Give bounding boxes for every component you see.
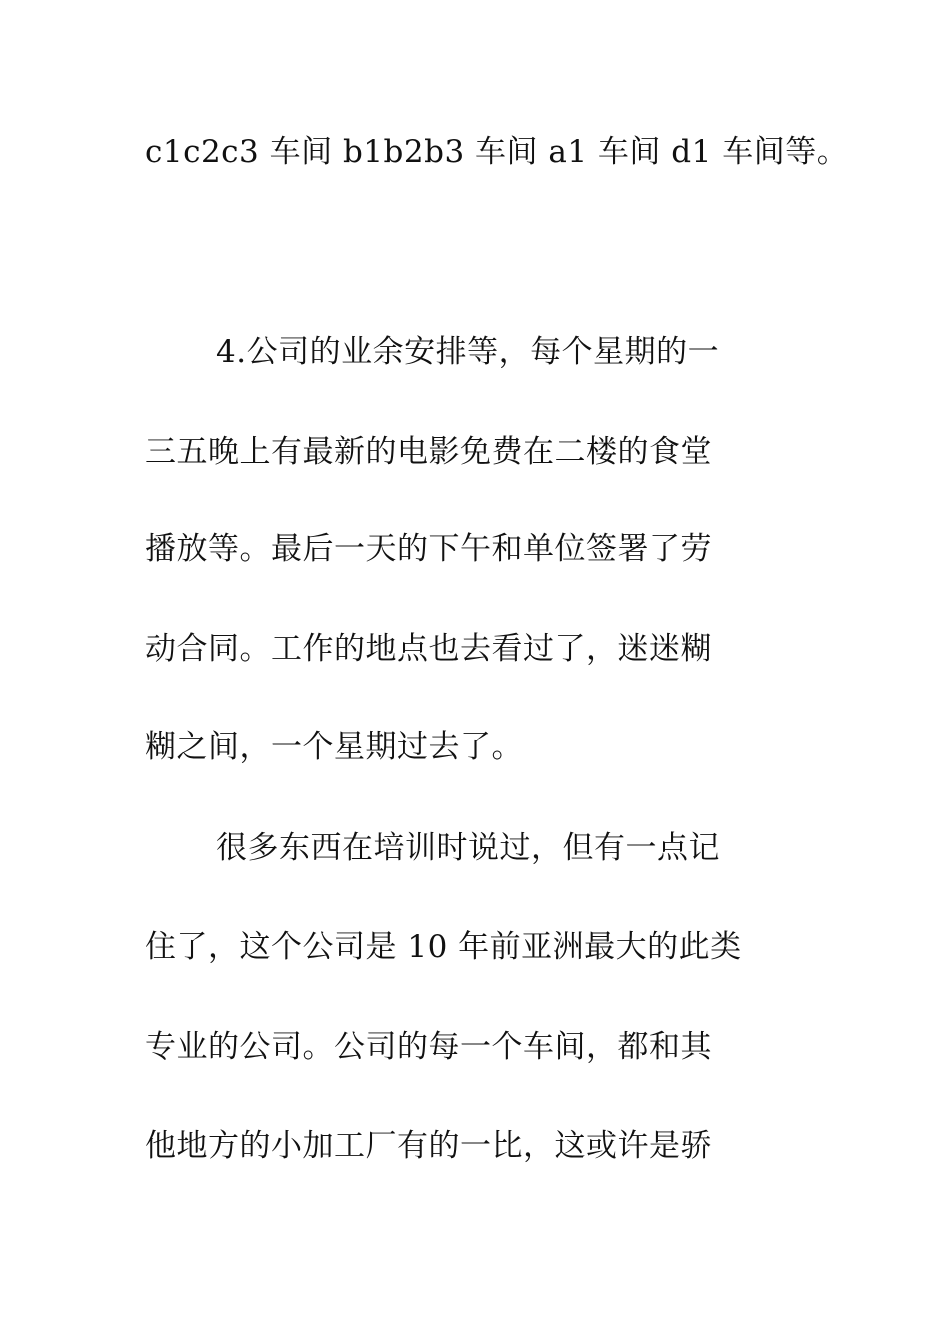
text-line-2: 4.公司的业余安排等，每个星期的一 (216, 334, 720, 370)
text-line-4: 播放等。最后一天的下午和单位签署了劳 (145, 531, 712, 567)
text-line-3: 三五晚上有最新的电影免费在二楼的食堂 (145, 434, 712, 470)
text-line-1: c1c2c3 车间 b1b2b3 车间 a1 车间 d1 车间等。 (145, 134, 849, 170)
text-line-5: 动合同。工作的地点也去看过了，迷迷糊 (145, 631, 712, 667)
text-line-7: 很多东西在培训时说过，但有一点记 (216, 830, 720, 866)
text-line-6: 糊之间，一个星期过去了。 (145, 729, 523, 765)
text-line-8: 住了，这个公司是 10 年前亚洲最大的此类 (145, 929, 742, 965)
text-line-10: 他地方的小加工厂有的一比，这或许是骄 (145, 1128, 712, 1164)
text-line-9: 专业的公司。公司的每一个车间，都和其 (145, 1029, 712, 1065)
